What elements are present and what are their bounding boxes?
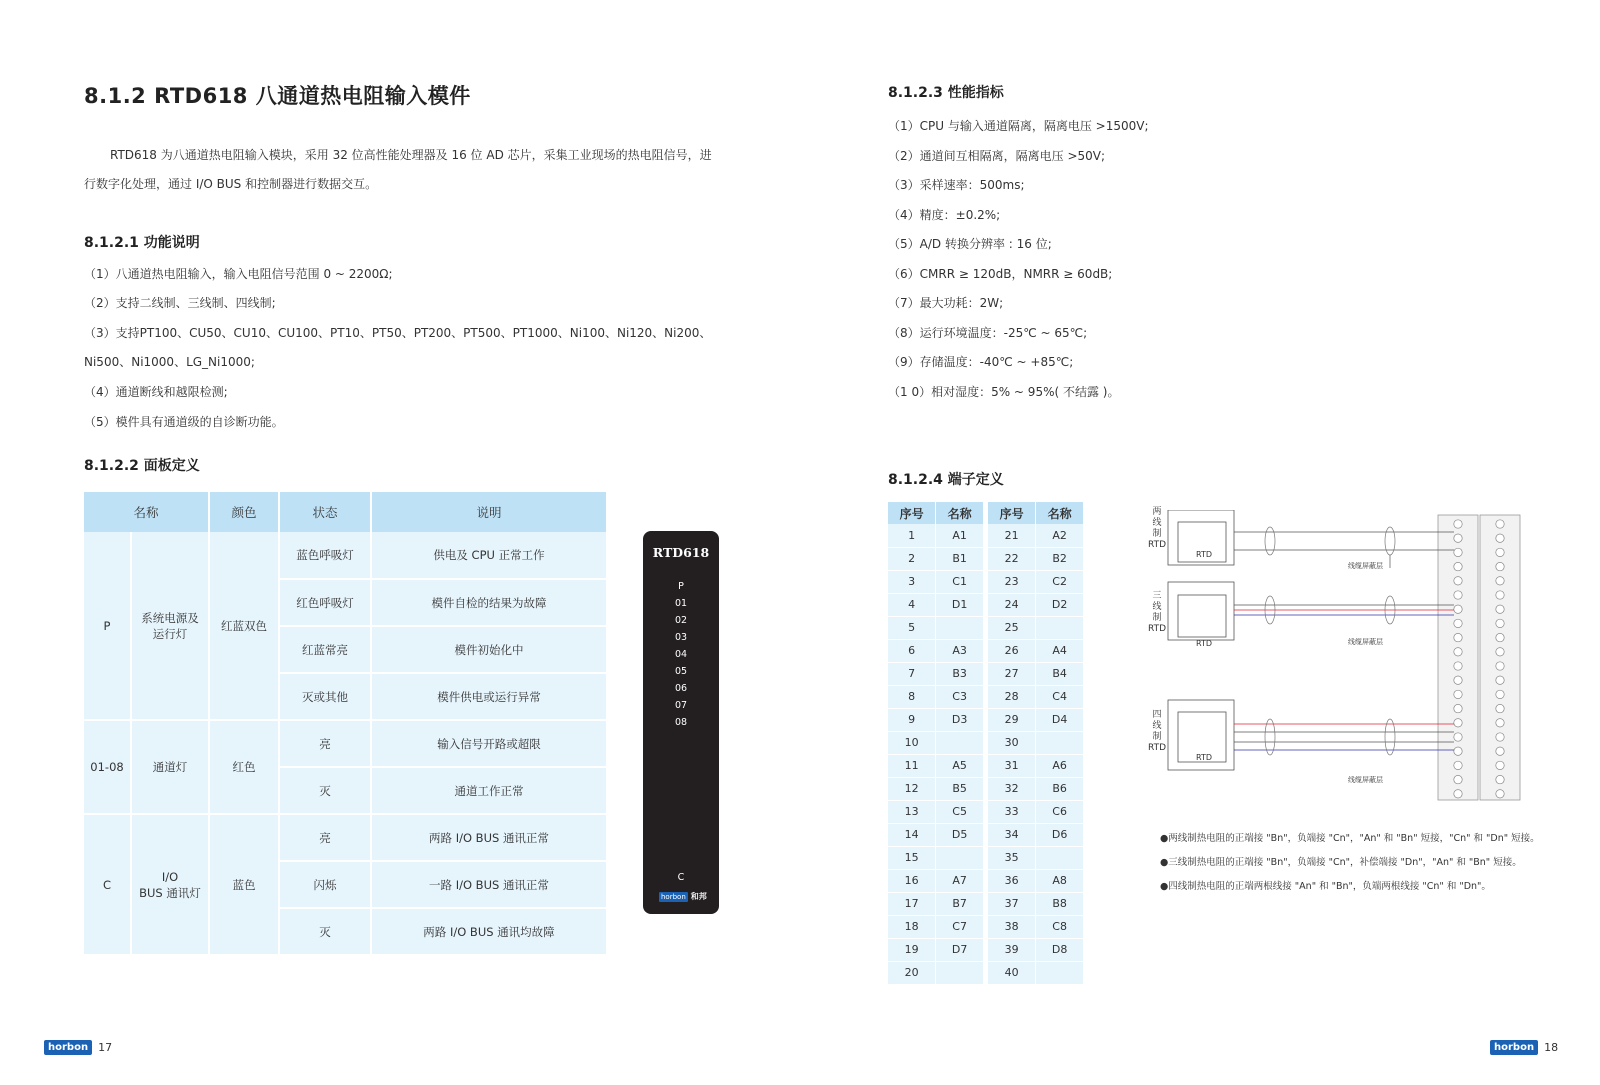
terminal-name: C2 <box>1036 570 1084 593</box>
header-name: 名称 <box>936 502 984 524</box>
terminal-block <box>1438 515 1520 800</box>
terminal-screw <box>1496 704 1504 712</box>
terminal-name: D3 <box>936 708 984 731</box>
table-row <box>988 892 1084 915</box>
terminal-name: A6 <box>1036 754 1084 777</box>
terminal-index: 23 <box>988 570 1036 593</box>
led-name: 系统电源及 运行灯 <box>131 532 209 720</box>
terminal-screw <box>1454 704 1462 712</box>
led-description: 输入信号开路或超限 <box>371 720 606 767</box>
terminal-screw <box>1454 775 1462 783</box>
table-row <box>84 532 606 579</box>
header-description: 说明 <box>371 492 606 532</box>
table-row <box>888 915 984 938</box>
terminal-name: D4 <box>1036 708 1084 731</box>
led-state: 亮 <box>279 720 371 767</box>
led-label-08: 08 <box>674 717 688 728</box>
terminal-index: 28 <box>988 685 1036 708</box>
table-row <box>888 869 984 892</box>
table-row <box>988 708 1084 731</box>
table-row <box>988 938 1084 961</box>
terminal-screw <box>1454 591 1462 599</box>
perf-item: （8）运行环境温度：-25℃ ~ 65℃; <box>888 326 1088 340</box>
table-row <box>988 754 1084 777</box>
terminal-screw <box>1454 719 1462 727</box>
terminal-name: D6 <box>1036 823 1084 846</box>
terminal-index: 2 <box>888 547 936 570</box>
terminal-index: 38 <box>988 915 1036 938</box>
terminal-screw <box>1454 761 1462 769</box>
terminal-name: B6 <box>1036 777 1084 800</box>
rtd-label: RTD <box>1196 753 1213 762</box>
intro-line-1: RTD618 为八通道热电阻输入模块，采用 32 位高性能处理器及 16 位 AD 芯片，采集工业现场的热电阻信号，进 <box>110 148 712 162</box>
table-row <box>988 846 1084 869</box>
function-item: （5）模件具有通道级的自诊断功能。 <box>84 415 284 429</box>
terminal-index: 30 <box>988 731 1036 754</box>
terminal-screw <box>1496 548 1504 556</box>
function-item: （4）通道断线和越限检测; <box>84 385 228 399</box>
led-description: 模件供电或运行异常 <box>371 673 606 720</box>
function-item: Ni500、Ni1000、LG_Ni1000; <box>84 355 255 369</box>
terminal-screw <box>1496 690 1504 698</box>
terminal-index: 40 <box>988 961 1036 984</box>
table-row <box>988 869 1084 892</box>
table-row <box>888 892 984 915</box>
table-row <box>888 708 984 731</box>
terminal-index: 25 <box>988 616 1036 639</box>
section-title: 8.1.2 RTD618 八通道热电阻输入模件 <box>84 84 471 108</box>
table-row <box>988 547 1084 570</box>
intro-paragraph <box>84 141 724 199</box>
led-label-03: 03 <box>674 632 688 643</box>
perf-item: （3）采样速率：500ms; <box>888 178 1025 192</box>
terminal-name: A1 <box>936 524 984 547</box>
terminal-index: 6 <box>888 639 936 662</box>
table-row <box>888 685 984 708</box>
table-row <box>888 593 984 616</box>
terminal-name: C1 <box>936 570 984 593</box>
perf-item: （5）A/D 转换分辨率 : 16 位; <box>888 237 1052 251</box>
function-item: （3）支持PT100、CU50、CU10、CU100、PT10、PT50、PT200、PT500、PT1000、Ni100、Ni120、Ni200、 <box>84 326 712 340</box>
terminal-screw <box>1496 747 1504 755</box>
terminal-name: D8 <box>1036 938 1084 961</box>
table-row <box>888 524 984 547</box>
terminal-index: 18 <box>888 915 936 938</box>
terminal-screw <box>1496 605 1504 613</box>
terminal-screw <box>1496 633 1504 641</box>
terminal-index: 15 <box>888 846 936 869</box>
led-label-04: 04 <box>674 649 688 660</box>
led-description: 两路 I/O BUS 通讯正常 <box>371 814 606 861</box>
terminal-name <box>1036 616 1084 639</box>
led-state: 灭 <box>279 908 371 955</box>
terminal-name: B4 <box>1036 662 1084 685</box>
led-color: 红蓝双色 <box>209 532 279 720</box>
led-label-01: 01 <box>674 598 688 609</box>
led-state: 灭或其他 <box>279 673 371 720</box>
terminal-screw <box>1454 676 1462 684</box>
table-row <box>888 777 984 800</box>
terminal-name: C6 <box>1036 800 1084 823</box>
terminal-name: D2 <box>1036 593 1084 616</box>
module-front-panel <box>643 531 719 914</box>
table-row <box>988 570 1084 593</box>
led-description: 通道工作正常 <box>371 767 606 814</box>
terminal-index: 4 <box>888 593 936 616</box>
table-row <box>888 754 984 777</box>
wiring-label-four: 四 线 制 RTD <box>1148 710 1167 753</box>
header-color: 颜色 <box>209 492 279 532</box>
terminal-name: C4 <box>1036 685 1084 708</box>
terminal-screw <box>1454 562 1462 570</box>
table-row <box>988 777 1084 800</box>
terminal-index: 5 <box>888 616 936 639</box>
table-header-row <box>888 502 984 524</box>
terminal-index: 39 <box>988 938 1036 961</box>
table-row <box>84 720 606 767</box>
terminal-screw <box>1496 733 1504 741</box>
perf-item: （1 0）相对湿度：5% ~ 95%( 不结露 )。 <box>888 385 1120 399</box>
terminal-name: A4 <box>1036 639 1084 662</box>
led-color: 红色 <box>209 720 279 814</box>
terminal-name: A5 <box>936 754 984 777</box>
rtd-label: RTD <box>1196 550 1213 559</box>
wiring-note: ●三线制热电阻的正端接 "Bn"，负端接 "Cn"，补偿端接 "Dn"，"An" 和 "Bn" 短接。 <box>1160 857 1522 868</box>
terminal-name: B7 <box>936 892 984 915</box>
terminal-name <box>936 961 984 984</box>
horbon-logo: horbon <box>44 1040 92 1055</box>
terminal-screw <box>1454 605 1462 613</box>
table-row <box>988 616 1084 639</box>
terminal-screw <box>1496 534 1504 542</box>
header-state: 状态 <box>279 492 371 532</box>
function-item: （1）八通道热电阻输入，输入电阻信号范围 0 ~ 2200Ω; <box>84 267 393 281</box>
led-description: 模件初始化中 <box>371 626 606 673</box>
terminal-index: 21 <box>988 524 1036 547</box>
terminal-index: 7 <box>888 662 936 685</box>
perf-item: （9）存储温度：-40℃ ~ +85℃; <box>888 355 1074 369</box>
terminal-screw <box>1454 662 1462 670</box>
terminal-name: C5 <box>936 800 984 823</box>
module-brand <box>659 891 707 902</box>
horbon-logo: horbon <box>1490 1040 1538 1055</box>
terminal-name <box>936 731 984 754</box>
terminal-index: 29 <box>988 708 1036 731</box>
terminal-index: 22 <box>988 547 1036 570</box>
perf-item: （7）最大功耗：2W; <box>888 296 1004 310</box>
table-row <box>988 639 1084 662</box>
table-row <box>888 846 984 869</box>
table-row <box>988 685 1084 708</box>
terminal-index: 13 <box>888 800 936 823</box>
led-state: 红色呼吸灯 <box>279 579 371 626</box>
brand-cn: 和邦 <box>690 892 707 901</box>
terminal-screw <box>1496 719 1504 727</box>
table-row <box>988 961 1084 984</box>
terminal-index: 12 <box>888 777 936 800</box>
table-header-row <box>84 492 606 532</box>
panel-title: 8.1.2.2 面板定义 <box>84 458 200 474</box>
module-name: RTD618 <box>652 545 710 560</box>
table-row <box>988 524 1084 547</box>
terminal-screw <box>1496 577 1504 585</box>
terminal-screw <box>1496 676 1504 684</box>
terminal-name: B8 <box>1036 892 1084 915</box>
led-state: 灭 <box>279 767 371 814</box>
led-state: 蓝色呼吸灯 <box>279 532 371 579</box>
page-number: 18 <box>1544 1041 1559 1054</box>
terminal-index: 26 <box>988 639 1036 662</box>
terminal-screw <box>1454 619 1462 627</box>
terminal-index: 31 <box>988 754 1036 777</box>
table-row <box>888 961 984 984</box>
terminal-screw <box>1454 690 1462 698</box>
terminal-name: A7 <box>936 869 984 892</box>
table-row <box>888 639 984 662</box>
terminal-index: 35 <box>988 846 1036 869</box>
terminal-name <box>936 846 984 869</box>
table-row <box>888 570 984 593</box>
terminal-index: 14 <box>888 823 936 846</box>
footer-right <box>1490 1040 1558 1055</box>
terminal-index: 3 <box>888 570 936 593</box>
table-row <box>888 800 984 823</box>
led-label-c: C <box>677 872 685 883</box>
terminal-screw <box>1454 520 1462 528</box>
terminal-name: C3 <box>936 685 984 708</box>
table-row <box>988 823 1084 846</box>
terminal-screw <box>1496 562 1504 570</box>
terminal-screw <box>1496 619 1504 627</box>
terminal-index: 8 <box>888 685 936 708</box>
panel-definition-table <box>84 492 606 956</box>
wiring-note: ●四线制热电阻的正端两根线接 "An" 和 "Bn"，负端两根线接 "Cn" 和 "Dn"。 <box>1160 881 1491 892</box>
led-description: 供电及 CPU 正常工作 <box>371 532 606 579</box>
terminal-index: 24 <box>988 593 1036 616</box>
terminal-index: 17 <box>888 892 936 915</box>
table-row <box>988 915 1084 938</box>
terminal-index: 16 <box>888 869 936 892</box>
terminal-name: A2 <box>1036 524 1084 547</box>
perf-item: （2）通道间互相隔离，隔离电压 >50V; <box>888 149 1106 163</box>
perf-item: （6）CMRR ≥ 120dB，NMRR ≥ 60dB; <box>888 267 1113 281</box>
header-name: 名称 <box>1036 502 1084 524</box>
terminal-screw <box>1496 591 1504 599</box>
terminal-name: B2 <box>1036 547 1084 570</box>
performance-title: 8.1.2.3 性能指标 <box>888 85 1004 101</box>
led-label-07: 07 <box>674 700 688 711</box>
wiring-label-three: 三 线 制 RTD <box>1148 591 1167 634</box>
table-row <box>988 731 1084 754</box>
terminal-name: A3 <box>936 639 984 662</box>
terminal-screw <box>1496 520 1504 528</box>
shield-label: 线缆屏蔽层 <box>1348 638 1383 646</box>
intro-line-2: 行数字化处理，通过 I/O BUS 和控制器进行数据交互。 <box>84 177 378 191</box>
terminal-name <box>1036 961 1084 984</box>
terminal-screw <box>1496 761 1504 769</box>
terminal-name <box>936 616 984 639</box>
terminal-index: 11 <box>888 754 936 777</box>
terminal-title: 8.1.2.4 端子定义 <box>888 472 1004 488</box>
function-item: （2）支持二线制、三线制、四线制; <box>84 296 276 310</box>
led-color: 蓝色 <box>209 814 279 955</box>
perf-item: （1）CPU 与输入通道隔离，隔离电压 >1500V; <box>888 119 1149 133</box>
terminal-index: 32 <box>988 777 1036 800</box>
table-row <box>888 616 984 639</box>
two-wire-circuit <box>1168 510 1454 568</box>
header-index: 序号 <box>888 502 936 524</box>
terminal-name: B3 <box>936 662 984 685</box>
led-id: 01-08 <box>84 720 131 814</box>
led-label-02: 02 <box>674 615 688 626</box>
header-index: 序号 <box>988 502 1036 524</box>
terminal-index: 34 <box>988 823 1036 846</box>
table-header-row <box>988 502 1084 524</box>
terminal-screw <box>1496 648 1504 656</box>
perf-item: （4）精度：±0.2%; <box>888 208 1001 222</box>
terminal-screw <box>1454 747 1462 755</box>
led-label-05: 05 <box>674 666 688 677</box>
terminal-screw <box>1454 534 1462 542</box>
header-name: 名称 <box>84 492 209 532</box>
led-description: 两路 I/O BUS 通讯均故障 <box>371 908 606 955</box>
terminal-index: 20 <box>888 961 936 984</box>
terminal-screw <box>1454 648 1462 656</box>
terminal-screw <box>1454 577 1462 585</box>
terminal-table-right <box>988 502 1084 985</box>
terminal-index: 37 <box>988 892 1036 915</box>
terminal-name: C7 <box>936 915 984 938</box>
led-id: C <box>84 814 131 955</box>
terminal-name: B1 <box>936 547 984 570</box>
wiring-label-two: 两 线 制 RTD <box>1148 507 1167 550</box>
terminal-screw <box>1496 790 1504 798</box>
footer-left <box>44 1040 112 1055</box>
terminal-name: B5 <box>936 777 984 800</box>
brand-logo: horbon <box>661 892 686 901</box>
rtd-label: RTD <box>1196 639 1213 648</box>
terminal-name: D7 <box>936 938 984 961</box>
table-row <box>888 731 984 754</box>
terminal-name <box>1036 846 1084 869</box>
table-row <box>988 800 1084 823</box>
table-row <box>84 814 606 861</box>
shield-label: 线缆屏蔽层 <box>1348 562 1383 570</box>
terminal-table-left <box>888 502 984 985</box>
page-number: 17 <box>98 1041 113 1054</box>
terminal-screw <box>1454 790 1462 798</box>
three-wire-circuit <box>1168 582 1454 640</box>
terminal-name: D5 <box>936 823 984 846</box>
terminal-name: C8 <box>1036 915 1084 938</box>
terminal-screw <box>1454 633 1462 641</box>
led-state: 红蓝常亮 <box>279 626 371 673</box>
led-label-p: P <box>678 581 684 592</box>
terminal-name: A8 <box>1036 869 1084 892</box>
terminal-screw <box>1454 548 1462 556</box>
led-description: 一路 I/O BUS 通讯正常 <box>371 861 606 908</box>
table-row <box>888 823 984 846</box>
table-row <box>888 662 984 685</box>
led-description: 模件自检的结果为故障 <box>371 579 606 626</box>
led-state: 亮 <box>279 814 371 861</box>
terminal-index: 9 <box>888 708 936 731</box>
terminal-index: 19 <box>888 938 936 961</box>
table-row <box>888 938 984 961</box>
terminal-screw <box>1496 775 1504 783</box>
terminal-index: 1 <box>888 524 936 547</box>
terminal-name: D1 <box>936 593 984 616</box>
led-label-06: 06 <box>674 683 688 694</box>
table-row <box>988 593 1084 616</box>
function-title: 8.1.2.1 功能说明 <box>84 235 200 251</box>
terminal-index: 10 <box>888 731 936 754</box>
terminal-name <box>1036 731 1084 754</box>
terminal-index: 27 <box>988 662 1036 685</box>
table-row <box>888 547 984 570</box>
terminal-screw <box>1454 733 1462 741</box>
terminal-screw <box>1496 662 1504 670</box>
led-name: 通道灯 <box>131 720 209 814</box>
led-state: 闪烁 <box>279 861 371 908</box>
table-row <box>988 662 1084 685</box>
terminal-index: 33 <box>988 800 1036 823</box>
shield-label: 线缆屏蔽层 <box>1348 776 1383 784</box>
wiring-note: ●两线制热电阻的正端接 "Bn"，负端接 "Cn"，"An" 和 "Bn" 短接，"Cn" 和 "Dn" 短接。 <box>1160 833 1540 844</box>
led-name: I/O BUS 通讯灯 <box>131 814 209 955</box>
led-id: P <box>84 532 131 720</box>
terminal-index: 36 <box>988 869 1036 892</box>
